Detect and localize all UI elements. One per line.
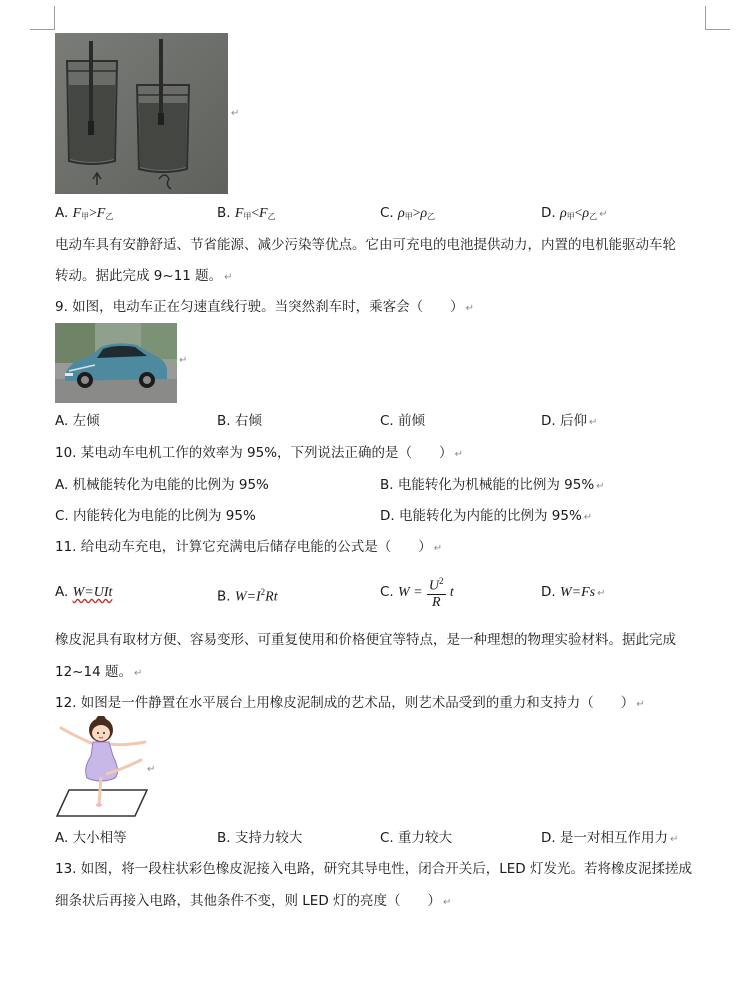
option-letter: D. <box>541 584 556 600</box>
intro-clay-line-1: 橡皮泥具有取材方便、容易变形、可重复使用和价格便宜等特点，是一种理想的物理实验材料。据此完成 <box>55 632 676 648</box>
pilcrow-mark: ↵ <box>147 764 156 775</box>
q11-stem <box>55 537 442 559</box>
car-drawing <box>55 323 177 403</box>
variable: F <box>259 206 268 221</box>
q9-option-b: B. 右倾 <box>217 413 262 429</box>
pilcrow-mark: ↵ <box>433 543 443 554</box>
q8-option-d <box>541 203 607 227</box>
option-letter: C. <box>380 205 394 221</box>
operator: > <box>412 205 421 220</box>
pilcrow-mark: ↵ <box>454 449 463 460</box>
pilcrow-mark: ↵ <box>133 668 143 679</box>
corner-mark-left-vertical <box>54 6 55 30</box>
pilcrow-mark: ↵ <box>588 417 598 428</box>
intro-ev-text: 转动。据此完成 9~11 题。 <box>55 268 223 284</box>
intro-ev-line-1: 电动车具有安静舒适、节省能源、减少污染等优点。它由可充电的电池提供动力，内置的电机能驱动车轮 <box>55 237 676 253</box>
q9-option-c: C. 前倾 <box>380 413 426 429</box>
q12-option-b: B. 支持力较大 <box>217 830 303 846</box>
subscript: 甲 <box>243 212 252 221</box>
subscript: 乙 <box>589 212 598 221</box>
intro-clay-text: 12~14 题。 <box>55 664 132 680</box>
option-text: D. 电能转化为内能的比例为 95% <box>380 508 582 524</box>
formula: W=UIt <box>72 585 113 600</box>
variable: F <box>72 206 82 221</box>
option-letter: B. <box>217 588 231 605</box>
operator: > <box>89 205 97 220</box>
superscript: 2 <box>260 587 266 597</box>
subscript: 甲 <box>81 212 90 221</box>
intro-clay-line-2 <box>55 662 142 684</box>
subscript: 甲 <box>404 212 413 221</box>
beakers-drawing <box>55 33 228 194</box>
operator: < <box>251 205 260 220</box>
pilcrow-mark: ↵ <box>583 512 593 523</box>
pilcrow-mark: ↵ <box>599 209 608 220</box>
pilcrow-mark: ↵ <box>224 272 233 283</box>
q12-option-c: C. 重力较大 <box>380 830 453 846</box>
q11-option-d <box>541 582 605 604</box>
numerator-var: U <box>428 578 440 594</box>
formula-lhs: W = <box>398 585 423 600</box>
subscript: 乙 <box>105 212 114 221</box>
option-letter: B. <box>217 205 231 221</box>
dancer-drawing <box>55 716 155 820</box>
variable: ρ <box>420 206 428 221</box>
q13-stem-line-2 <box>55 891 451 913</box>
q9-text: 9. 如图，电动车正在匀速直线行驶。当突然刹车时，乘客会（ ） <box>55 299 464 315</box>
pilcrow-mark: ↵ <box>597 588 606 599</box>
variable: ρ <box>559 206 567 221</box>
subscript: 乙 <box>427 212 436 221</box>
pilcrow-mark: ↵ <box>465 303 475 314</box>
superscript: 2 <box>439 575 444 586</box>
q12-text: 12. 如图是一件静置在水平展台上用橡皮泥制成的艺术品，则艺术品受到的重力和支持力（ ） <box>55 695 635 711</box>
variable: ρ <box>582 206 590 221</box>
pilcrow-mark: ↵ <box>231 108 240 119</box>
q9-option-d <box>541 411 597 433</box>
q12-option-a: A. 大小相等 <box>55 830 127 846</box>
q9-stem <box>55 297 474 319</box>
q11-option-c <box>380 572 454 613</box>
q8-option-b <box>217 203 276 227</box>
q10-option-d <box>380 506 592 528</box>
q8-option-a <box>55 203 113 227</box>
corner-mark-left-horizontal <box>30 29 55 30</box>
q10-stem <box>55 443 463 465</box>
q13-stem-line-1: 13. 如图，将一段柱状彩色橡皮泥接入电路，研究其导电性，闭合开关后，LED 灯发光。若将橡皮泥揉搓成 <box>55 861 692 877</box>
fraction-numerator <box>427 573 446 596</box>
pilcrow-mark: ↵ <box>669 834 679 845</box>
subscript: 乙 <box>267 212 276 221</box>
option-letter: C. <box>380 584 394 600</box>
option-letter: A. <box>55 205 69 221</box>
q9-option-a: A. 左倾 <box>55 413 100 429</box>
pilcrow-mark: ↵ <box>596 481 605 492</box>
q13-text: 细条状后再接入电路，其他条件不变，则 LED 灯的亮度（ ） <box>55 893 442 909</box>
clay-dancer-figure <box>55 716 155 820</box>
option-text: D. 后仰 <box>541 413 587 429</box>
car-photo <box>55 323 177 403</box>
pilcrow-mark: ↵ <box>443 897 452 908</box>
pilcrow-mark: ↵ <box>179 355 188 366</box>
q10-option-b <box>380 475 605 497</box>
variable: ρ <box>398 206 405 221</box>
fraction-denominator: R <box>431 595 441 611</box>
q12-stem <box>55 693 645 715</box>
option-letter: D. <box>541 205 556 221</box>
q10-text: 10. 某电动车电机工作的效率为 95%，下列说法正确的是（ ） <box>55 445 453 461</box>
q8-option-c <box>380 203 435 227</box>
option-text: D. 是一对相互作用力 <box>541 830 668 846</box>
variable: F <box>234 206 244 221</box>
q11-option-a <box>55 582 112 603</box>
fraction <box>427 573 446 612</box>
corner-mark-right-vertical <box>705 6 706 30</box>
formula: W=Fs <box>559 585 596 600</box>
formula-rhs: t <box>449 585 454 600</box>
option-text: B. 电能转化为机械能的比例为 95% <box>380 477 595 493</box>
formula-part: Rt <box>265 589 278 605</box>
operator: < <box>574 205 583 220</box>
q11-option-b <box>217 582 278 608</box>
pilcrow-mark: ↵ <box>636 699 645 710</box>
beakers-photo <box>55 33 228 194</box>
q11-text: 11. 给电动车充电，计算它充满电后储存电能的公式是（ ） <box>55 539 432 555</box>
q12-option-d <box>541 828 678 850</box>
option-letter: A. <box>55 584 69 600</box>
subscript: 甲 <box>566 212 575 221</box>
q10-option-c: C. 内能转化为电能的比例为 95% <box>55 508 256 524</box>
variable: F <box>96 206 106 221</box>
formula-part: W=I <box>234 589 261 605</box>
intro-ev-line-2 <box>55 266 233 288</box>
q10-option-a: A. 机械能转化为电能的比例为 95% <box>55 477 269 493</box>
corner-mark-right-horizontal <box>705 29 730 30</box>
